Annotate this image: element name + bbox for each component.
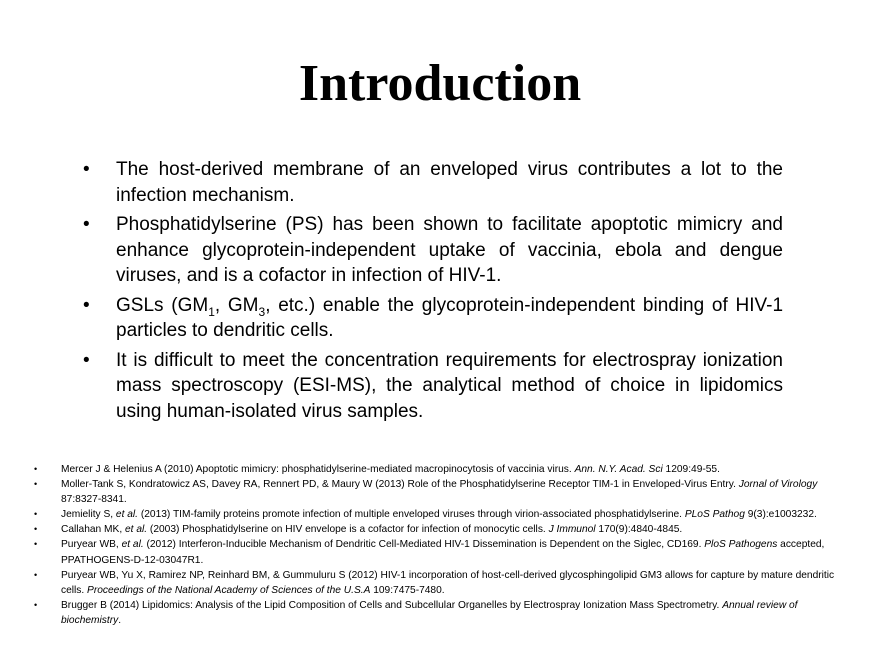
ref-journal: Jornal of Virology (738, 479, 818, 491)
ref-journal: J Immunol (548, 524, 596, 536)
ref-etal: et al. (115, 509, 139, 521)
reference-item (30, 522, 845, 537)
bullet-item (80, 293, 783, 344)
bullet-marker: • (83, 349, 90, 371)
ref-text: Puryear WB, Yu X, Ramirez NP, Reinhard BM, & Gummuluru S (2012) HIV-1 incorporation of host-cell-derived glycosphingolipid GM3 allows for capture by mature dendritic cells. (61, 569, 835, 596)
reference-item (30, 537, 845, 567)
ref-text: Puryear WB, (61, 539, 122, 551)
ref-text: Jemielity S, (61, 509, 116, 521)
ref-text: 9(3):e1003232. (744, 509, 817, 521)
bullet-marker: • (34, 464, 38, 474)
bullet-text: The host-derived membrane of an enveloped virus contributes a lot to the infection mechanism. (116, 159, 783, 206)
bullet-marker: • (34, 479, 38, 490)
reference-list (30, 462, 845, 628)
bullet-marker: • (83, 159, 90, 180)
bullet-marker: • (34, 599, 38, 610)
ref-etal: et al. (125, 524, 148, 536)
ref-text: Moller-Tank S, Kondratowicz AS, Davey RA, Rennert PD, & Maury W (2013) Role of the Phosphatidylserine Receptor TIM-1 in Enveloped-Virus Entry. (61, 479, 739, 491)
ref-text: Callahan MK, (61, 524, 125, 536)
reference-item (30, 598, 845, 628)
bullet-marker: • (34, 539, 38, 550)
ref-text: 87:8327-8341. (61, 494, 127, 506)
ref-journal: Annual review of biochemistry (61, 599, 798, 626)
bullet-text: Phosphatidylserine (PS) has been shown to facilitate apoptotic mimicry and enhance glycoprotein-independent uptake of vaccinia, ebola and dengue viruses, and is a cofactor in infection of HIV-1. (116, 214, 783, 286)
ref-journal: Ann. N.Y. Acad. Sci (574, 464, 663, 475)
bullet-marker: • (34, 569, 38, 580)
ref-journal: PloS Pathogens (704, 539, 778, 551)
ref-text: (2013) TIM-family proteins promote infection of multiple enveloped viruses through virion-associated phosphatidylserine. (138, 509, 685, 521)
reference-item (30, 477, 845, 507)
bullet-marker: • (83, 214, 90, 235)
ref-text: (2012) Interferon-Inducible Mechanism of Dendritic Cell-Mediated HIV-1 Dissemination is Dependent on the Siglec, CD169. (143, 539, 705, 551)
reference-item (30, 507, 845, 522)
ref-text: accepted, PPATHOGENS-D-12-03047R1. (61, 539, 825, 566)
bullet-marker: • (34, 524, 38, 535)
slide-title: Introduction (298, 55, 582, 112)
bullet-text: It is difficult to meet the concentration requirements for electrospray ionization mass spectroscopy (ESI-MS), the analytical method of choice in lipidomics using human-isolated virus samples. (116, 349, 783, 422)
subscript: 3 (258, 304, 266, 319)
subscript: 1 (208, 304, 215, 319)
ref-journal: PLoS Pathog (684, 509, 745, 521)
ref-text: 109:7475-7480. (370, 584, 445, 596)
ref-text: (2003) Phosphatidylserine on HIV envelope is a cofactor for infection of monocytic cells. (147, 524, 549, 536)
bullet-item (80, 157, 783, 208)
reference-item (30, 568, 845, 598)
ref-etal: et al. (121, 539, 144, 551)
reference-item (30, 462, 845, 477)
bullet-item (80, 348, 783, 425)
ref-journal: Proceedings of the National Academy of Sciences of the U.S.A (87, 584, 371, 596)
bullet-text-part: , etc.) enable the glycoprotein-independent binding of HIV-1 particles to dendritic cells. (116, 294, 784, 341)
bullet-item (80, 212, 783, 289)
bullet-list (80, 157, 783, 428)
bullet-marker: • (34, 509, 38, 520)
bullet-marker: • (83, 294, 90, 316)
ref-text: 1209:49-55. (662, 464, 720, 475)
ref-text: 170(9):4840-4845. (595, 524, 683, 536)
ref-text: Mercer J & Helenius A (2010) Apoptotic mimicry: phosphatidylserine-mediated macropinocytosis of vaccinia virus. (61, 464, 575, 475)
bullet-text-part: GSLs (GM (116, 294, 209, 316)
ref-text: Brugger B (2014) Lipidomics: Analysis of the Lipid Composition of Cells and Subcellular Organelles by Electrospray Ionization Mass Spectrometry. (61, 599, 723, 611)
bullet-text (116, 295, 783, 342)
bullet-text-part: , GM (214, 294, 259, 316)
ref-text: . (118, 614, 122, 626)
